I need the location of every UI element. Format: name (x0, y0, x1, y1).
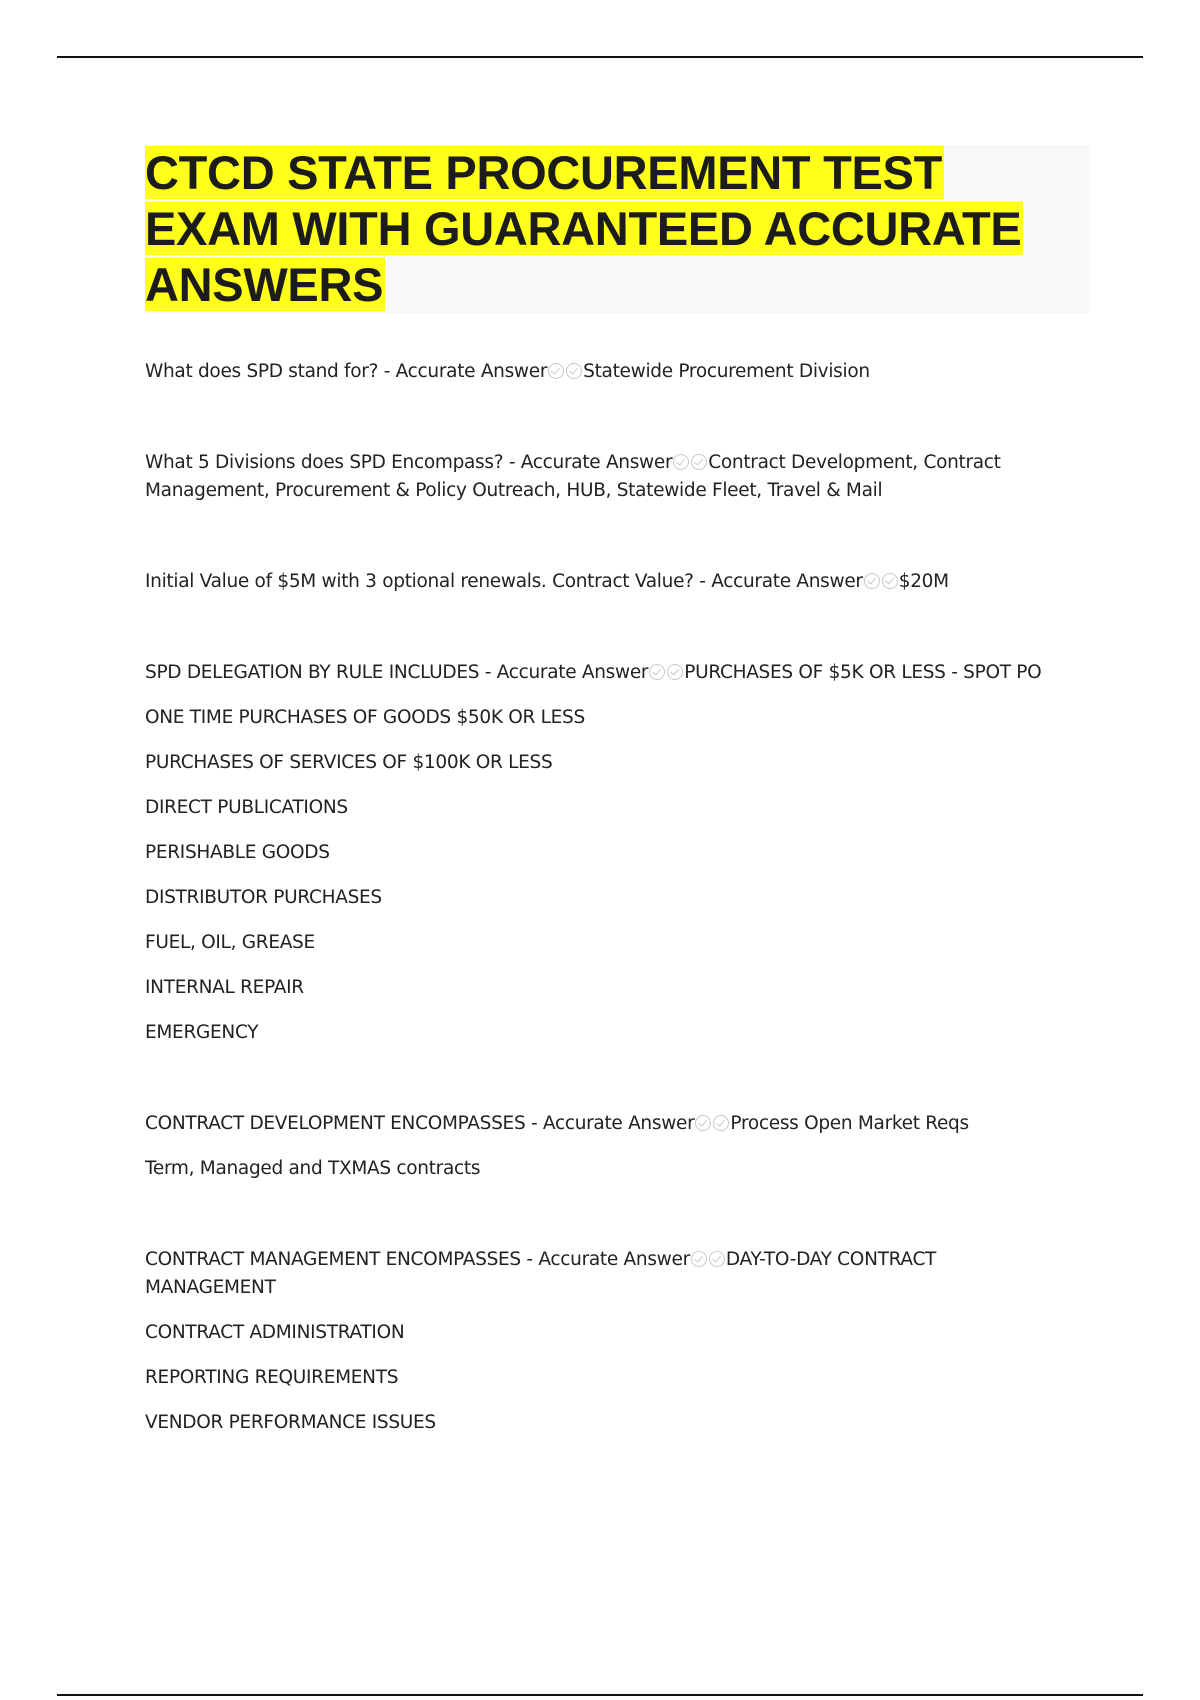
check-circle-icon (713, 1115, 729, 1131)
question-text: Initial Value of $5M with 3 optional renewals. Contract Value? - (145, 571, 712, 592)
answer-text: Contract Development, Contract Management, Procurement & Policy Outreach, HUB, Statewide Fleet, Travel & Mail (145, 452, 1001, 501)
qa-item (145, 568, 1045, 596)
title-block (145, 145, 1089, 313)
qa-item (145, 449, 1045, 505)
answer-extra-line: CONTRACT ADMINISTRATION (145, 1322, 405, 1343)
qa-line (145, 449, 1045, 505)
answer-extra-line: FUEL, OIL, GREASE (145, 932, 315, 953)
answer-text: Process Open Market Reqs (730, 1113, 969, 1134)
qa-line (145, 1246, 1045, 1302)
answer-marker: Accurate Answer (395, 361, 548, 382)
qa-item (145, 1246, 1045, 1437)
answer-extra-line: EMERGENCY (145, 1022, 259, 1043)
answer-extra-line: DISTRIBUTOR PURCHASES (145, 887, 382, 908)
qa-item (145, 659, 1045, 1047)
answer-marker: Accurate Answer (496, 662, 649, 683)
check-circle-icon (566, 363, 582, 379)
answer-text: PURCHASES OF $5K OR LESS - SPOT PO (684, 662, 1042, 683)
bottom-divider (57, 1694, 1143, 1696)
answer-extra-line: Term, Managed and TXMAS contracts (145, 1158, 481, 1179)
answer-extra-line: DIRECT PUBLICATIONS (145, 797, 348, 818)
check-circle-icon (673, 454, 689, 470)
answer-text: Statewide Procurement Division (583, 361, 870, 382)
qa-item (145, 1110, 1045, 1183)
check-circle-icon (667, 664, 683, 680)
page-title (145, 145, 1089, 313)
question-text: CONTRACT MANAGEMENT ENCOMPASSES - (145, 1249, 539, 1270)
answer-extra-line: INTERNAL REPAIR (145, 977, 304, 998)
answer-text: DAY-TO-DAY CONTRACT MANAGEMENT (145, 1249, 937, 1298)
answer-marker: Accurate Answer (711, 571, 863, 592)
answer-text: $20M (898, 571, 949, 592)
qa-line (145, 358, 1045, 386)
question-text: What 5 Divisions does SPD Encompass? - (145, 452, 521, 473)
answer-extra-line: VENDOR PERFORMANCE ISSUES (145, 1412, 436, 1433)
title-highlight: CTCD STATE PROCUREMENT TEST EXAM WITH GUARANTEED ACCURATE ANSWERS (145, 146, 1022, 311)
answer-extra-line: PERISHABLE GOODS (145, 842, 330, 863)
question-text: What does SPD stand for? - (145, 361, 396, 382)
check-circle-icon (882, 573, 898, 589)
check-circle-icon (649, 664, 665, 680)
qa-list (145, 358, 1045, 1437)
answer-extra-line: REPORTING REQUIREMENTS (145, 1367, 399, 1388)
check-circle-icon (695, 1115, 711, 1131)
answer-extra-line: PURCHASES OF SERVICES OF $100K OR LESS (145, 752, 553, 773)
question-text: CONTRACT DEVELOPMENT ENCOMPASSES - (145, 1113, 543, 1134)
check-circle-icon (548, 363, 564, 379)
qa-line (145, 1110, 1045, 1138)
qa-item (145, 358, 1045, 386)
check-circle-icon (691, 1251, 707, 1267)
answer-marker: Accurate Answer (542, 1113, 695, 1134)
answer-marker: Accurate Answer (538, 1249, 690, 1270)
qa-line (145, 659, 1045, 687)
check-circle-icon (864, 573, 880, 589)
qa-line (145, 568, 1045, 596)
top-divider (57, 56, 1143, 58)
question-text: SPD DELEGATION BY RULE INCLUDES - (145, 662, 497, 683)
check-circle-icon (691, 454, 707, 470)
answer-marker: Accurate Answer (520, 452, 673, 473)
answer-extra-line: ONE TIME PURCHASES OF GOODS $50K OR LESS (145, 707, 585, 728)
check-circle-icon (709, 1251, 725, 1267)
